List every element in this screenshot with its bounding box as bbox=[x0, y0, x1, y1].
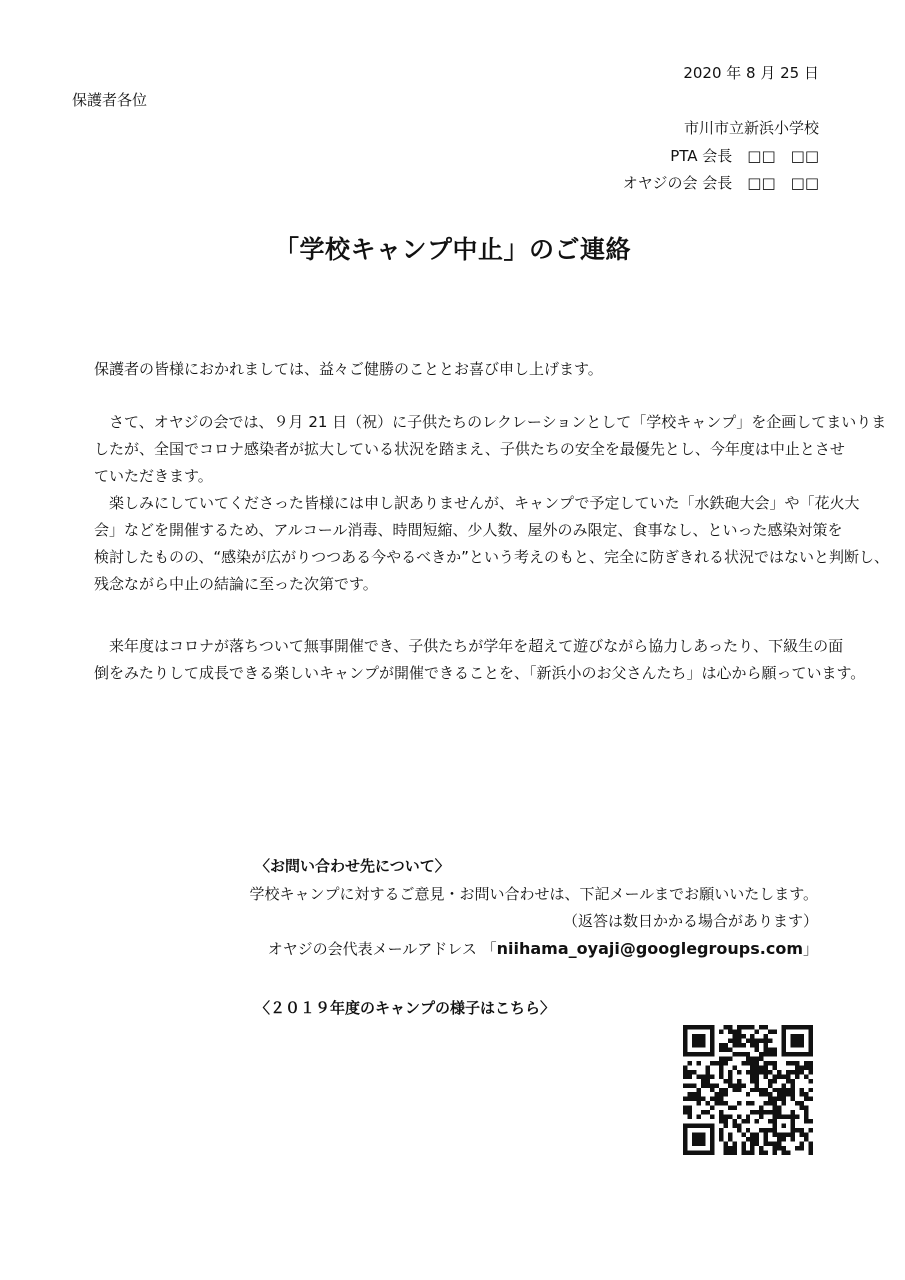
sender-pta-chair: PTA 会長 □□ □□ bbox=[670, 147, 819, 165]
document-title: 「学校キャンプ中止」のご連絡 bbox=[273, 235, 631, 264]
contact-email-close: 」 bbox=[802, 940, 818, 958]
announcement-line: ていただきます。 bbox=[94, 467, 213, 485]
announcement-paragraph bbox=[94, 409, 889, 598]
contact-email-link[interactable]: niihama_oyaji@googlegroups.com bbox=[496, 939, 803, 958]
announcement-line: 会」などを開催するため、アルコール消毒、時間短縮、少人数、屋外のみ限定、食事なし、といった感染対策を bbox=[94, 521, 843, 539]
contact-instruction: 学校キャンプに対するご意見・お問い合わせは、下記メールまでお願いいたします。 bbox=[249, 885, 818, 903]
announcement-line: 残念ながら中止の結論に至った次第です。 bbox=[94, 575, 378, 593]
announcement-line: 楽しみにしていてくださった皆様には申し訳ありませんが、キャンプで予定していた「水鉄砲大会」や「花火大 bbox=[94, 494, 860, 512]
contact-email-label: オヤジの会代表メールアドレス 「 bbox=[267, 940, 497, 958]
camp-photos-heading: 〈２０１９年度のキャンプの様子はこちら〉 bbox=[255, 999, 556, 1017]
closing-line: 倒をみたりして成長できる楽しいキャンプが開催できることを、「新浜小のお父さんたち」は心から願っています。 bbox=[94, 664, 866, 682]
contact-heading: 〈お問い合わせ先について〉 bbox=[255, 857, 450, 875]
announcement-line: さて、オヤジの会では、９月 21 日（祝）に子供たちのレクレーションとして「学校キャンプ」を企画してまいりま bbox=[94, 413, 887, 431]
sender-oyaji-chair: オヤジの会 会長 □□ □□ bbox=[622, 174, 819, 192]
closing-paragraph bbox=[94, 633, 866, 687]
contact-note: （返答は数日かかる場合があります） bbox=[562, 912, 818, 930]
contact-email-line bbox=[268, 938, 818, 959]
addressee: 保護者各位 bbox=[72, 91, 148, 109]
qr-code[interactable] bbox=[683, 1025, 813, 1155]
document-date: 2020 年 8 月 25 日 bbox=[683, 64, 819, 82]
greeting-paragraph bbox=[94, 356, 834, 383]
closing-line: 来年度はコロナが落ちついて無事開催でき、子供たちが学年を超えて遊びながら協力しあったり、下級生の面 bbox=[94, 637, 844, 655]
sender-school: 市川市立新浜小学校 bbox=[683, 119, 819, 137]
greeting-line: 保護者の皆様におかれましては、益々ご健勝のこととお喜び申し上げます。 bbox=[94, 360, 603, 378]
announcement-line: 検討したものの、“感染が広がりつつある今やるべきか”という考えのもと、完全に防ぎきれる状況ではないと判断し、 bbox=[94, 548, 889, 566]
announcement-line: したが、全国でコロナ感染者が拡大している状況を踏まえ、子供たちの安全を最優先とし、今年度は中止とさせ bbox=[94, 440, 845, 458]
